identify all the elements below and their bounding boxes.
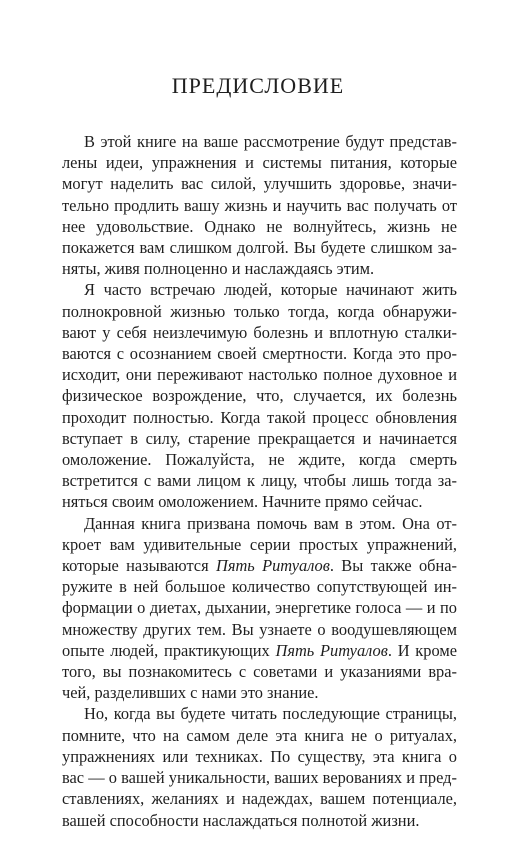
- paragraph-2: [62, 279, 457, 512]
- book-title-emphasis: Пять Ритуалов: [215, 556, 330, 576]
- paragraph-text: Но, когда вы будете читать последующие страницы, помните, что на самом деле эта книга не о ритуалах, упражнениях или техниках. По существу, эта книга о вас — о вашей уникальности, ваших верованиях и представлениях, желаниях и надеждах, вашем потенциале, вашей способности наслаждаться полнотой жизни.: [62, 704, 457, 830]
- paragraph-text: В этой книге на ваше рассмотрение будут представлены идеи, упражнения и системы питания, которые могут наделить вас силой, улучшить здоровье, значительно продлить вашу жизнь и научить вас получать от нее удовольствие. Однако не волнуйтесь, жизнь не покажется вам слишком долгой. Вы будете слишком заняты, живя полноценно и наслаждаясь этим.: [62, 132, 457, 279]
- page-title: ПРЕДИСЛОВИЕ: [171, 73, 345, 98]
- paragraph-4: [62, 703, 457, 830]
- paragraph-1: [62, 131, 457, 279]
- paragraph-text: Я часто встречаю людей, которые начинают жить полнокровной жизнью только тогда, когда обнаруживают у себя неизлечимую болезнь и вплотную сталкиваются с осознанием своей смертности. Когда это происходит, они переживают настолько полное духовное и физическое возрождение, что, случается, их болезнь проходит полностью. Когда такой процесс обновления вступает в силу, старение прекращается и начинается омоложение. Пожалуйста, не ждите, когда смерть встретится с вами лицом к лицу, чтобы лишь тогда заняться своим омоложением. Начните прямо сейчас.: [62, 280, 457, 512]
- paragraph-text: Данная книга призвана помочь вам в этом. Она откроет вам удивительные серии простых упражнений, которые называются: [62, 513, 457, 576]
- paragraph-text: . И кроме того, вы познакомитесь с советами и указаниями врачей, разделивших с нами это знание.: [62, 640, 457, 703]
- paragraph-text: . Вы также обнаружите в ней большое количество сопутствующей информации о диетах, дыхании, энергетике голоса — и по множеству других тем. Вы узнаете о воодушевляющем опыте людей, практикующих: [62, 556, 457, 660]
- paragraph-3: [62, 513, 457, 704]
- book-title-emphasis: Пять Ритуалов: [275, 640, 388, 660]
- preface-body: [62, 131, 457, 831]
